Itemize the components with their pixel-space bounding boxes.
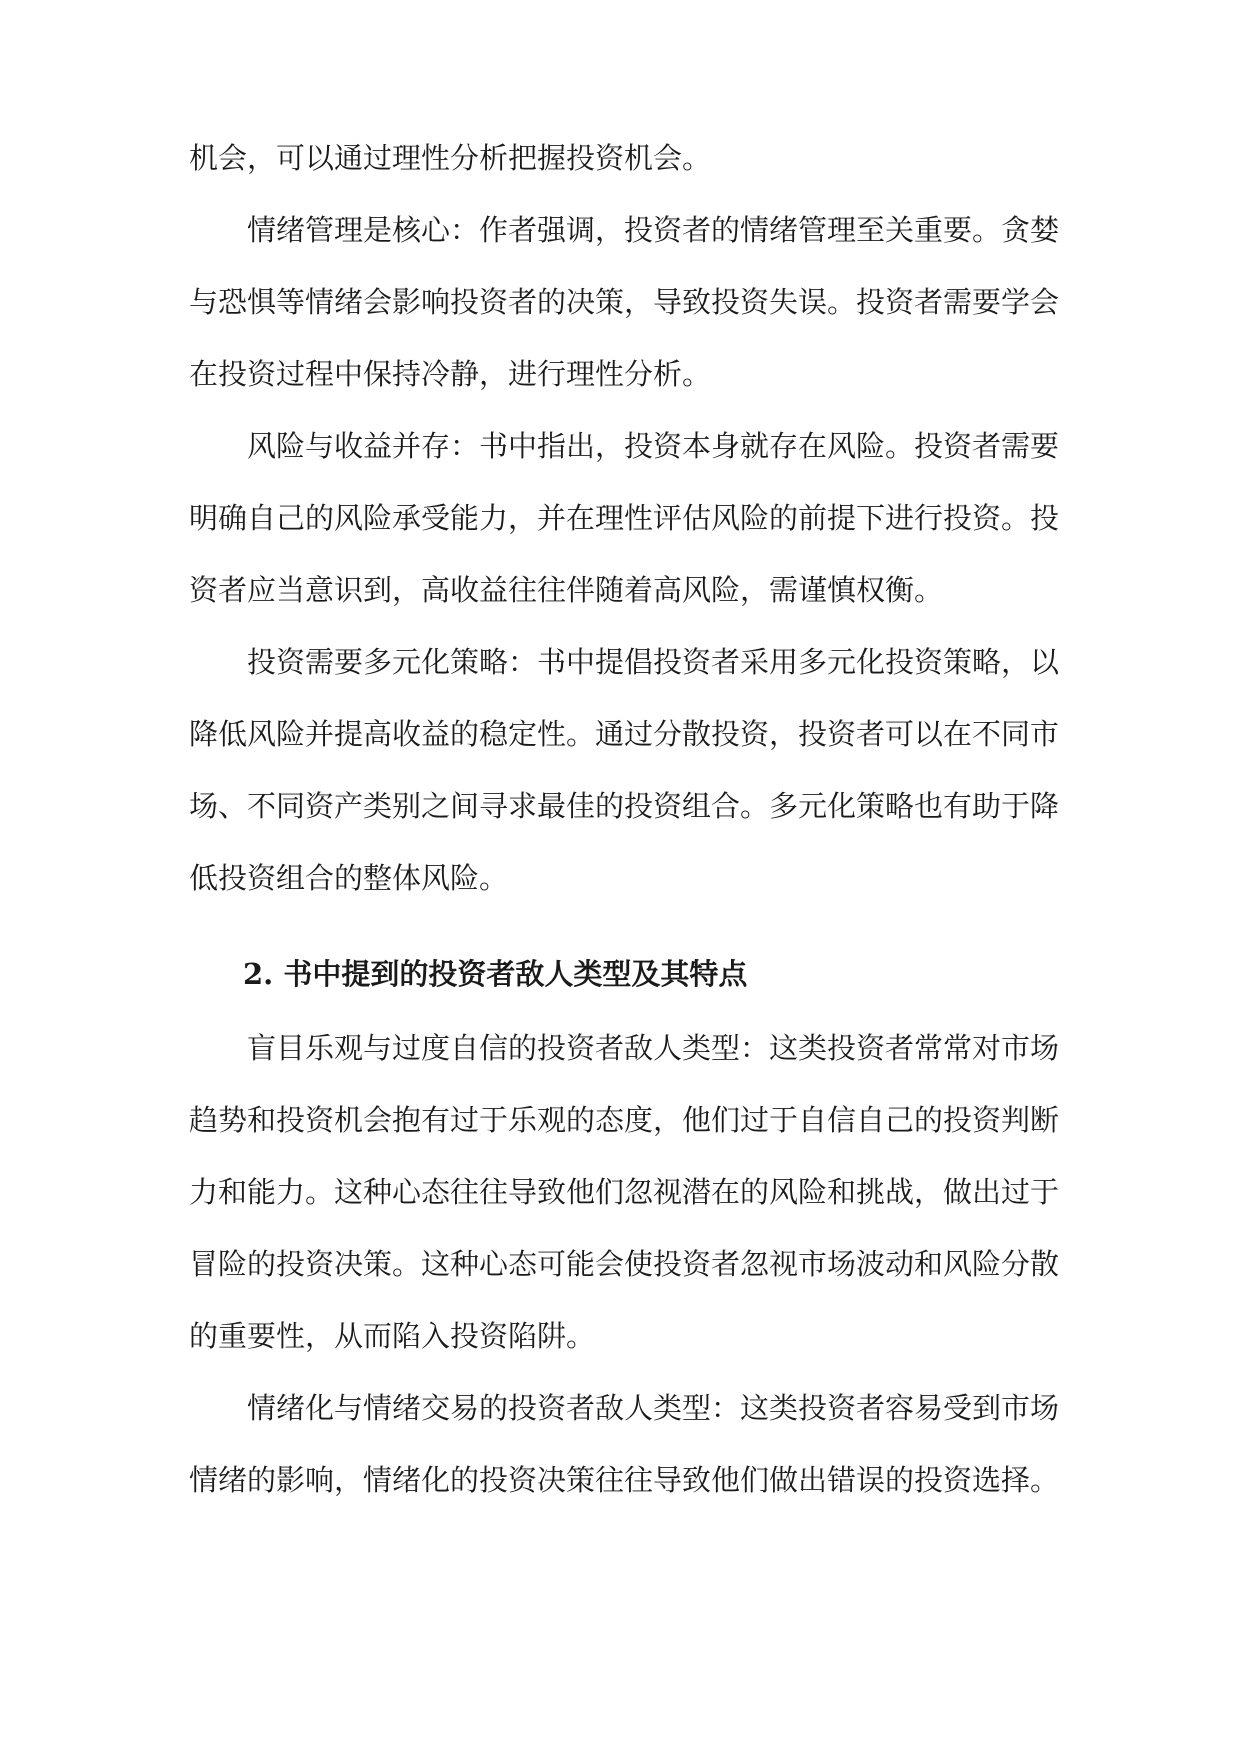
paragraph-line: 场、不同资产类别之间寻求最佳的投资组合。多元化策略也有助于降 — [189, 789, 1060, 823]
paragraph-line: 风险与收益并存：书中指出，投资本身就存在风险。投资者需要 — [247, 429, 1060, 463]
paragraph-line: 在投资过程中保持冷静，进行理性分析。 — [189, 357, 712, 391]
paragraph-line: 趋势和投资机会抱有过于乐观的态度，他们过于自信自己的投资判断 — [189, 1103, 1060, 1137]
paragraph-line: 情绪管理是核心：作者强调，投资者的情绪管理至关重要。贪婪 — [247, 213, 1060, 247]
paragraph-line: 冒险的投资决策。这种心态可能会使投资者忽视市场波动和风险分散 — [189, 1247, 1060, 1281]
paragraph-line: 情绪的影响，情绪化的投资决策往往导致他们做出错误的投资选择。 — [189, 1463, 1060, 1497]
paragraph-line: 盲目乐观与过度自信的投资者敌人类型：这类投资者常常对市场 — [247, 1031, 1060, 1065]
paragraph-line: 力和能力。这种心态往往导致他们忽视潜在的风险和挑战，做出过于 — [189, 1175, 1060, 1209]
paragraph-line: 与恐惧等情绪会影响投资者的决策，导致投资失误。投资者需要学会 — [189, 285, 1060, 319]
paragraph-line: 降低风险并提高收益的稳定性。通过分散投资，投资者可以在不同市 — [189, 717, 1060, 751]
paragraph-line: 投资需要多元化策略：书中提倡投资者采用多元化投资策略，以 — [247, 645, 1060, 679]
paragraph-line: 低投资组合的整体风险。 — [189, 861, 509, 895]
paragraph-line: 情绪化与情绪交易的投资者敌人类型：这类投资者容易受到市场 — [247, 1391, 1060, 1425]
paragraph-line: 机会，可以通过理性分析把握投资机会。 — [189, 141, 712, 175]
paragraph-line: 的重要性，从而陷入投资陷阱。 — [189, 1319, 596, 1353]
paragraph-line: 资者应当意识到，高收益往往伴随着高风险，需谨慎权衡。 — [189, 573, 944, 607]
paragraph-line: 明确自己的风险承受能力，并在理性评估风险的前提下进行投资。投 — [189, 501, 1060, 535]
section-heading: 2. 书中提到的投资者敌人类型及其特点 — [243, 957, 748, 991]
